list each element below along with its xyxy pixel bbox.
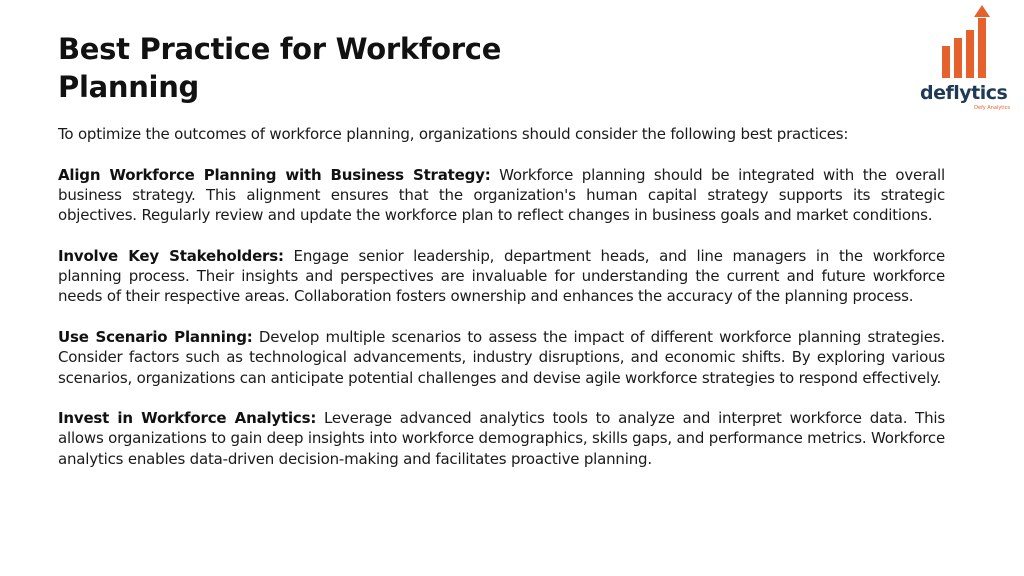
practice-paragraph — [58, 408, 945, 469]
practice-paragraph — [58, 327, 945, 388]
logo-wordmark: deflytics — [920, 82, 1008, 104]
practice-heading: Invest in Workforce Analytics: — [58, 409, 317, 428]
practice-text: Develop multiple scenarios to assess the impact of different workforce planning strategies. Consider factors such as technological advancements, industry disruptions, and economic shifts. By exploring various scenarios, organizations can anticipate potential challenges and devise agile workforce strategies to respond effectively. — [58, 327, 945, 387]
practice-paragraph — [58, 246, 945, 307]
practice-heading: Align Workforce Planning with Business Strategy: — [58, 165, 491, 184]
practice-text: Engage senior leadership, department heads, and line managers in the workforce planning process. Their insights and perspectives are invaluable for understanding the current and future workforce needs of their respective areas. Collaboration fosters ownership and enhances the accuracy of the planning process. — [58, 246, 945, 306]
bar-chart-arrow-icon — [940, 4, 990, 80]
practice-text: Workforce planning should be integrated with the overall business strategy. This alignment ensures that the organization's human capital strategy supports its strategic objectives. Regularly review and update the workforce plan to reflect changes in business goals and market conditions. — [58, 165, 945, 225]
logo-tagline: Defy Analytics — [974, 105, 1010, 111]
body-text — [58, 124, 945, 489]
practice-text: Leverage advanced analytics tools to analyze and interpret workforce data. This allows organizations to gain deep insights into workforce demographics, skills gaps, and performance metrics. Workforce analytics enables data-driven decision-making and facilitates proactive planning. — [58, 409, 945, 468]
page-title: Best Practice for Workforce Planning — [58, 32, 502, 104]
practice-paragraph — [58, 165, 945, 226]
intro-paragraph: To optimize the outcomes of workforce planning, organizations should consider the following best practices: — [58, 125, 849, 143]
practice-heading: Involve Key Stakeholders: — [58, 246, 284, 265]
practice-heading: Use Scenario Planning: — [58, 327, 253, 346]
deflytics-logo — [916, 4, 1016, 110]
